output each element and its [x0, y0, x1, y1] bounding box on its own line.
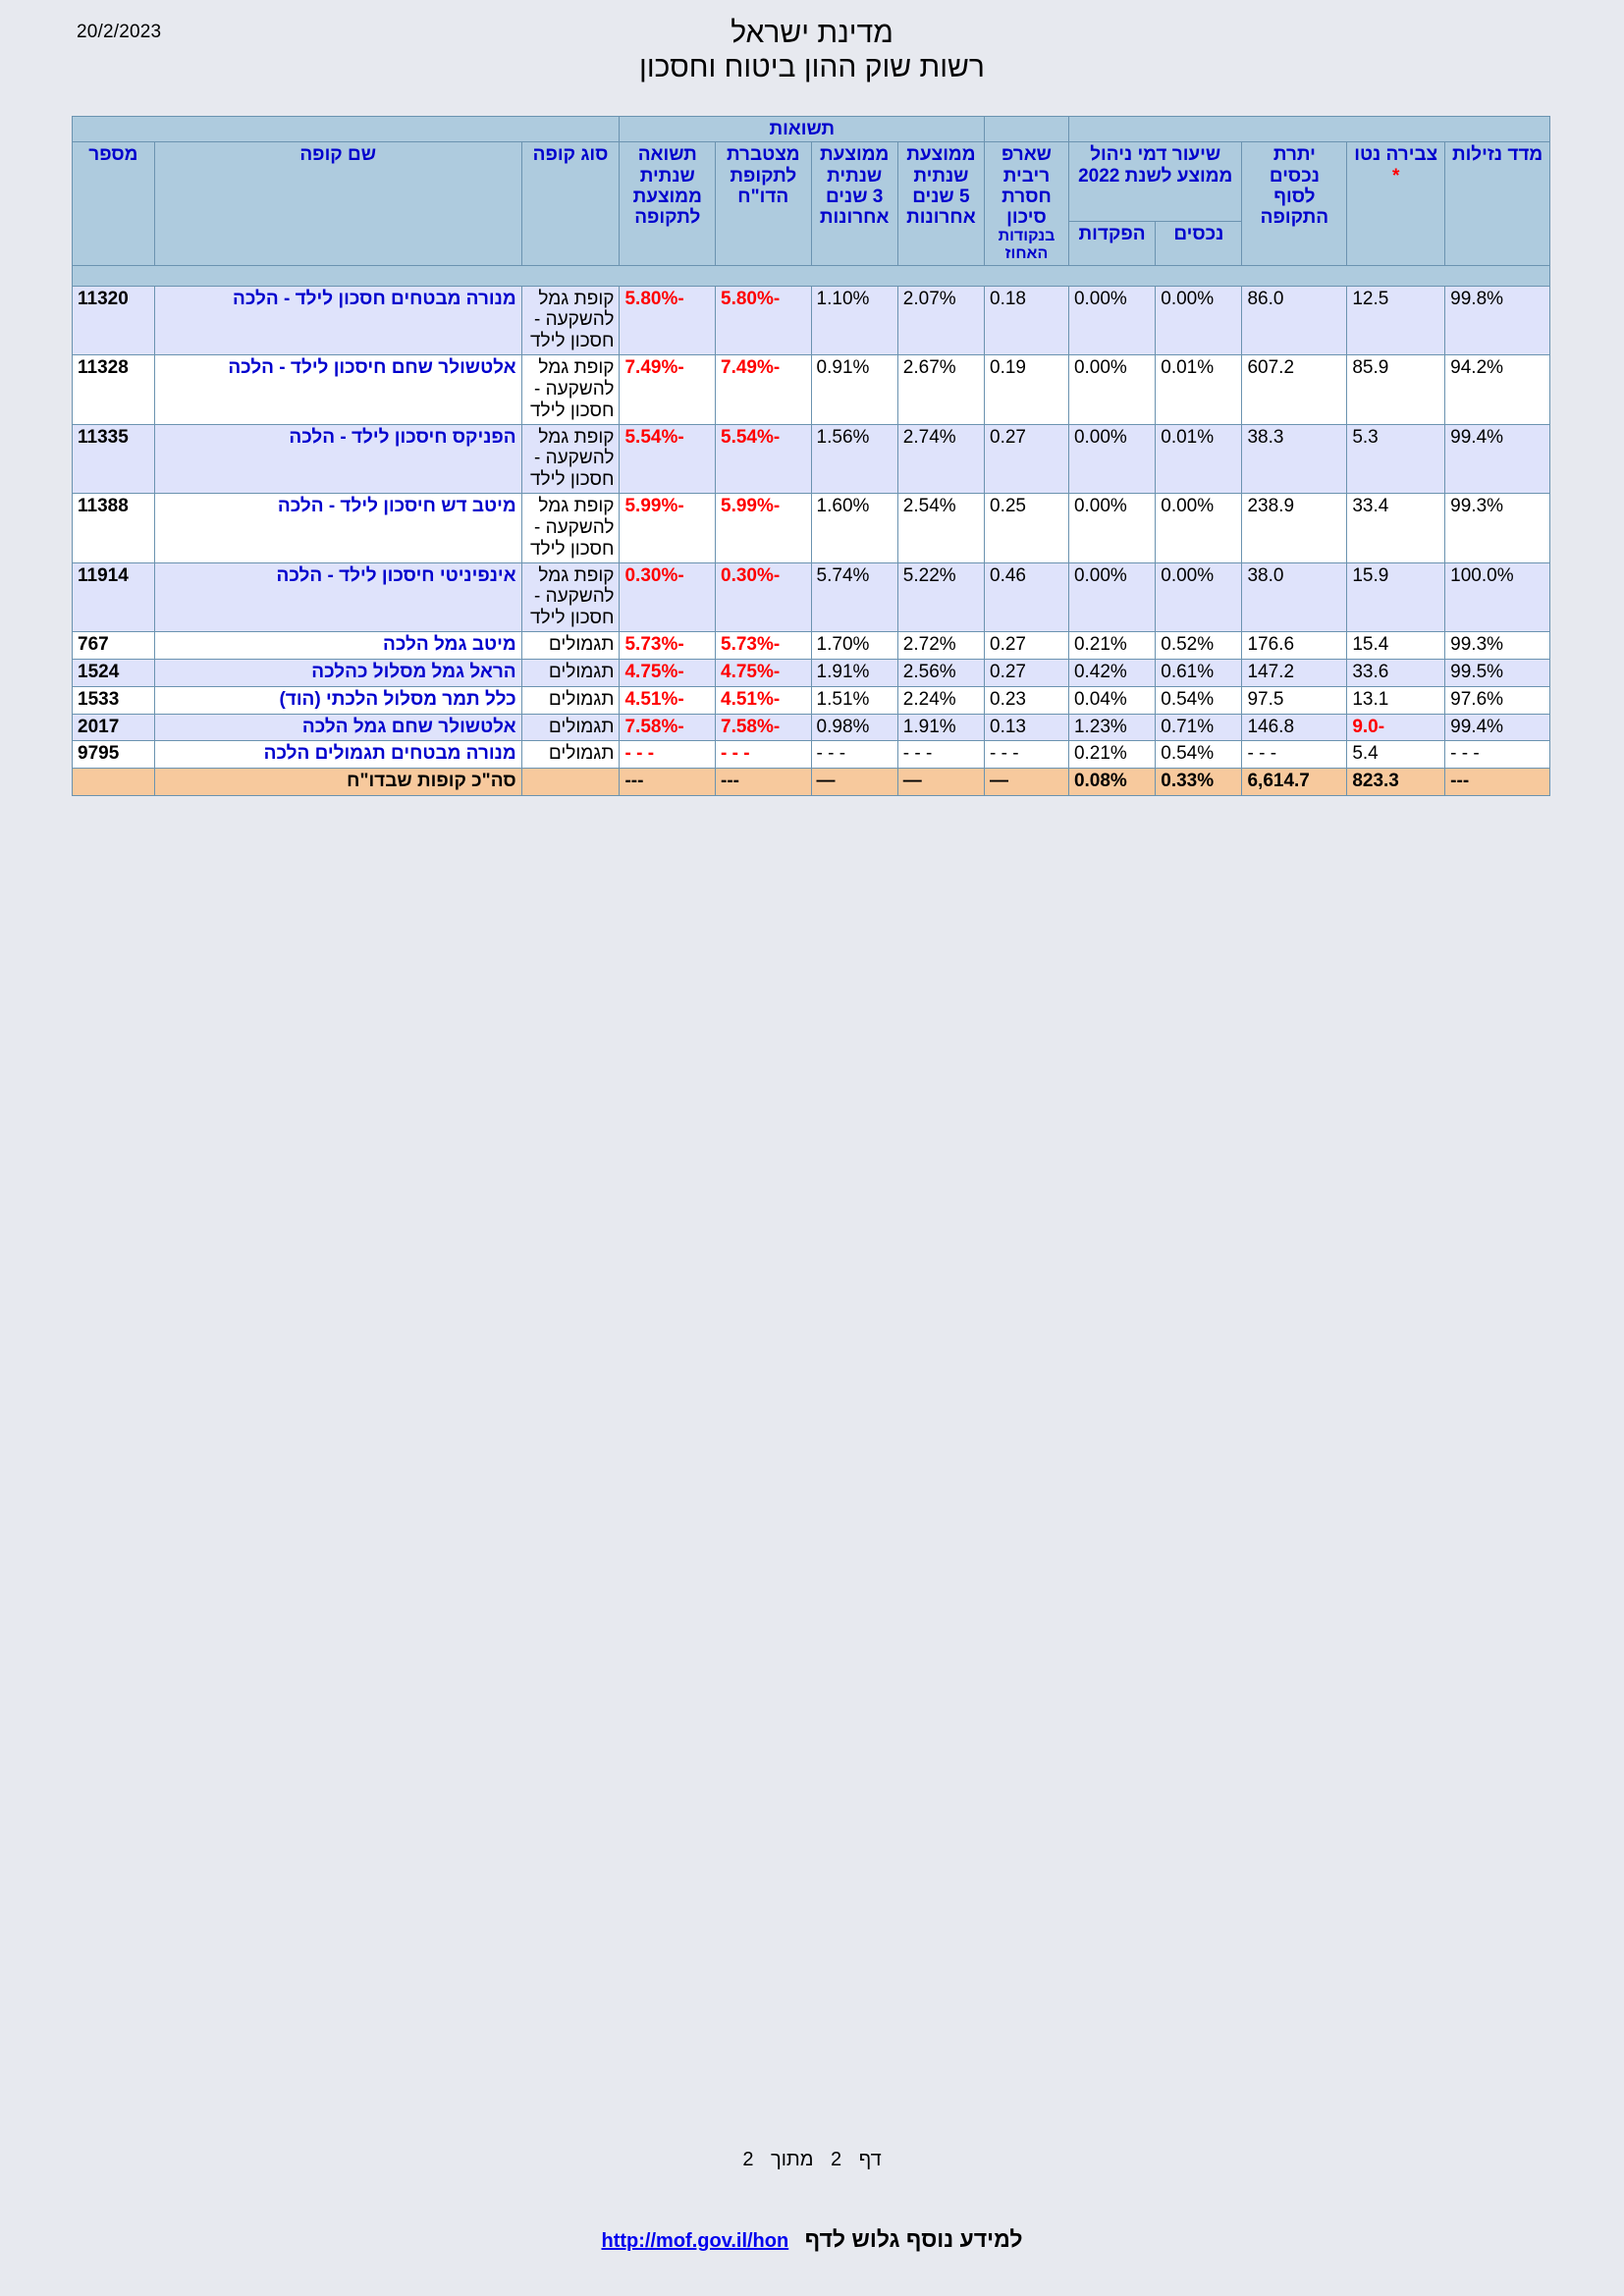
cell-fee-deposits: 0.00% — [1068, 494, 1155, 563]
cell-number: 11320 — [73, 286, 155, 355]
total-cell-fund-name: סה"כ קופות שבדו"ח — [154, 769, 521, 796]
cell-fund-name: כלל תמר מסלול הלכתי (הוד) — [154, 686, 521, 714]
col-header-liquidity-index — [1445, 142, 1550, 265]
cell-liquidity-index: 99.4% — [1445, 424, 1550, 494]
cell-fund-name: הפניקס חיסכון לילד - הלכה — [154, 424, 521, 494]
header-columns-row — [73, 142, 1550, 222]
report-table-wrapper — [0, 116, 1624, 796]
cell-fund-name: מיטב גמל הלכה — [154, 632, 521, 660]
col-header-fee-deposits: הפקדות — [1068, 221, 1155, 265]
cell-net-accumulation: 13.1 — [1347, 686, 1445, 714]
table-row — [73, 741, 1550, 769]
table-row — [73, 562, 1550, 632]
col-header-avg5-label: ממוצעת שנתית 5 שנים אחרונות — [906, 144, 976, 229]
cell-liquidity-index: 94.2% — [1445, 355, 1550, 425]
total-cell-fee-assets: 0.33% — [1156, 769, 1242, 796]
col-header-avg5 — [897, 142, 984, 265]
cell-net-accumulation: 15.9 — [1347, 562, 1445, 632]
header-group-row — [73, 117, 1550, 142]
cell-fund-type: קופת גמל להשקעה - חסכון לילד — [521, 355, 620, 425]
cell-avg5: 2.67% — [897, 355, 984, 425]
cell-cumulative: -5.73% — [716, 632, 812, 660]
cell-number: 1533 — [73, 686, 155, 714]
cell-fee-assets: 0.52% — [1156, 632, 1242, 660]
cell-fee-deposits: 1.23% — [1068, 714, 1155, 741]
total-cell-avg3: — — [811, 769, 897, 796]
cell-sharpe: 0.27 — [985, 632, 1069, 660]
col-header-sharpe-unit: בנקודות האחוז — [998, 228, 1056, 262]
cell-avg5: 2.07% — [897, 286, 984, 355]
page-label: דף — [858, 2149, 882, 2170]
pagination — [0, 2149, 1624, 2171]
cell-avg3: 1.60% — [811, 494, 897, 563]
cell-liquidity-index: 100.0% — [1445, 562, 1550, 632]
cell-cumulative: -7.49% — [716, 355, 812, 425]
total-cell-assets-end: 6,614.7 — [1242, 769, 1347, 796]
col-header-avg3-label: ממוצעת שנתית 3 שנים אחרונות — [819, 144, 890, 229]
cell-avg5: 1.91% — [897, 714, 984, 741]
header-group-returns: תשואות — [620, 117, 985, 142]
col-header-annual-label: תשואה שנתית ממוצעת לתקופה — [632, 144, 702, 229]
table-row — [73, 686, 1550, 714]
cell-number: 1524 — [73, 659, 155, 686]
total-cell-liquidity-index: --- — [1445, 769, 1550, 796]
cell-annual: -5.99% — [620, 494, 716, 563]
header-group-blank-right — [73, 117, 620, 142]
cell-avg5: - - - — [897, 741, 984, 769]
total-cell-fee-deposits: 0.08% — [1068, 769, 1155, 796]
cell-liquidity-index: 99.3% — [1445, 494, 1550, 563]
document-date: 20/2/2023 — [77, 22, 162, 42]
col-header-fee-assets: נכסים — [1156, 221, 1242, 265]
of-label: מתוך — [771, 2149, 814, 2170]
cell-annual: -7.58% — [620, 714, 716, 741]
cell-net-accumulation: -9.0 — [1347, 714, 1445, 741]
page-footer — [0, 2149, 1624, 2253]
cell-cumulative: -7.58% — [716, 714, 812, 741]
table-row — [73, 632, 1550, 660]
cell-sharpe: 0.27 — [985, 659, 1069, 686]
total-cell-annual: --- — [620, 769, 716, 796]
cell-number: 767 — [73, 632, 155, 660]
cell-cumulative: -5.54% — [716, 424, 812, 494]
cell-avg3: 5.74% — [811, 562, 897, 632]
cell-annual: -7.49% — [620, 355, 716, 425]
cell-fee-deposits: 0.00% — [1068, 355, 1155, 425]
footnote-asterisk: * — [1392, 165, 1400, 187]
cell-number: 11335 — [73, 424, 155, 494]
table-row — [73, 494, 1550, 563]
cell-liquidity-index: - - - — [1445, 741, 1550, 769]
cell-fee-assets: 0.54% — [1156, 741, 1242, 769]
total-pages: 2 — [742, 2149, 754, 2170]
col-header-number — [73, 142, 155, 265]
header-group-blank-sharpe — [985, 117, 1069, 142]
col-header-net-accumulation-label: צבירה נטו — [1354, 144, 1438, 166]
col-header-cumulative — [716, 142, 812, 265]
header-spacer-row — [73, 265, 1550, 286]
col-header-management-fee-group — [1068, 142, 1242, 222]
cell-cumulative: -4.51% — [716, 686, 812, 714]
col-header-assets-end-label: יתרת נכסים לסוף התקופה — [1260, 144, 1329, 229]
cell-sharpe: 0.23 — [985, 686, 1069, 714]
page-title: מדינת ישראל — [731, 17, 893, 49]
cell-avg3: 1.51% — [811, 686, 897, 714]
cell-assets-end: 607.2 — [1242, 355, 1347, 425]
cell-fund-type: תגמולים — [521, 714, 620, 741]
cell-fund-name: מיטב דש חיסכון לילד - הלכה — [154, 494, 521, 563]
cell-fee-assets: 0.61% — [1156, 659, 1242, 686]
cell-fee-deposits: 0.21% — [1068, 632, 1155, 660]
cell-number: 11328 — [73, 355, 155, 425]
cell-fee-deposits: 0.21% — [1068, 741, 1155, 769]
col-header-cumulative-label: מצטברת לתקופת הדו"ח — [726, 144, 800, 207]
cell-fee-assets: 0.00% — [1156, 286, 1242, 355]
cell-net-accumulation: 85.9 — [1347, 355, 1445, 425]
col-header-assets-end — [1242, 142, 1347, 265]
cell-assets-end: 238.9 — [1242, 494, 1347, 563]
cell-sharpe: 0.19 — [985, 355, 1069, 425]
cell-cumulative: -5.80% — [716, 286, 812, 355]
cell-avg3: 1.70% — [811, 632, 897, 660]
cell-avg5: 2.74% — [897, 424, 984, 494]
cell-fee-assets: 0.01% — [1156, 424, 1242, 494]
table-row — [73, 424, 1550, 494]
cell-cumulative: - - - — [716, 741, 812, 769]
col-header-net-accumulation — [1347, 142, 1445, 265]
cell-fund-type: קופת גמל להשקעה - חסכון לילד — [521, 286, 620, 355]
col-header-sharpe — [985, 142, 1069, 265]
cell-fund-type: תגמולים — [521, 741, 620, 769]
total-cell-avg5: — — [897, 769, 984, 796]
cell-assets-end: - - - — [1242, 741, 1347, 769]
cell-fee-assets: 0.54% — [1156, 686, 1242, 714]
table-row — [73, 659, 1550, 686]
page-subtitle: רשות שוק ההון ביטוח וחסכון — [639, 51, 985, 84]
col-header-annual — [620, 142, 716, 265]
cell-annual: -4.75% — [620, 659, 716, 686]
cell-assets-end: 38.3 — [1242, 424, 1347, 494]
cell-liquidity-index: 99.5% — [1445, 659, 1550, 686]
cell-fee-deposits: 0.00% — [1068, 562, 1155, 632]
cell-avg3: - - - — [811, 741, 897, 769]
col-header-fund-type — [521, 142, 620, 265]
cell-number: 9795 — [73, 741, 155, 769]
cell-fund-name: אלטשולר שחם גמל הלכה — [154, 714, 521, 741]
cell-annual: -5.73% — [620, 632, 716, 660]
cell-annual: -5.80% — [620, 286, 716, 355]
table-row — [73, 355, 1550, 425]
funds-report-table — [72, 116, 1550, 796]
cell-assets-end: 97.5 — [1242, 686, 1347, 714]
cell-avg3: 1.56% — [811, 424, 897, 494]
cell-fund-name: אינפיניטי חיסכון לילד - הלכה — [154, 562, 521, 632]
cell-avg3: 1.10% — [811, 286, 897, 355]
cell-annual: -0.30% — [620, 562, 716, 632]
table-total-row — [73, 769, 1550, 796]
cell-fund-name: הראל גמל מסלול כהלכה — [154, 659, 521, 686]
mof-website-link[interactable]: http://mof.gov.il/hon — [601, 2230, 789, 2252]
cell-cumulative: -0.30% — [716, 562, 812, 632]
cell-liquidity-index: 99.3% — [1445, 632, 1550, 660]
cell-annual: -5.54% — [620, 424, 716, 494]
total-cell-net-accumulation: 823.3 — [1347, 769, 1445, 796]
table-body — [73, 286, 1550, 795]
cell-avg5: 2.56% — [897, 659, 984, 686]
cell-cumulative: -5.99% — [716, 494, 812, 563]
cell-fund-type: קופת גמל להשקעה - חסכון לילד — [521, 424, 620, 494]
cell-avg3: 1.91% — [811, 659, 897, 686]
cell-fund-type: תגמולים — [521, 632, 620, 660]
cell-fee-deposits: 0.04% — [1068, 686, 1155, 714]
title-block — [0, 16, 1624, 85]
cell-assets-end: 176.6 — [1242, 632, 1347, 660]
cell-avg5: 2.54% — [897, 494, 984, 563]
cell-avg3: 0.98% — [811, 714, 897, 741]
cell-fee-deposits: 0.00% — [1068, 286, 1155, 355]
cell-avg3: 0.91% — [811, 355, 897, 425]
cell-avg5: 5.22% — [897, 562, 984, 632]
header-spacer-cell — [73, 265, 1550, 286]
col-header-number-label: מספר — [88, 144, 138, 166]
cell-net-accumulation: 5.3 — [1347, 424, 1445, 494]
cell-liquidity-index: 97.6% — [1445, 686, 1550, 714]
cell-liquidity-index: 99.4% — [1445, 714, 1550, 741]
cell-annual: -4.51% — [620, 686, 716, 714]
col-header-fund-type-label: סוג קופה — [532, 144, 609, 166]
cell-fee-deposits: 0.42% — [1068, 659, 1155, 686]
cell-fund-type: תגמולים — [521, 659, 620, 686]
cell-fund-name: מנורה מבטחים חסכון לילד - הלכה — [154, 286, 521, 355]
cell-number: 11388 — [73, 494, 155, 563]
cell-fund-type: תגמולים — [521, 686, 620, 714]
more-info-text: למידע נוסף גלוש לדף — [804, 2226, 1023, 2252]
total-cell-cumulative: --- — [716, 769, 812, 796]
table-row — [73, 286, 1550, 355]
col-header-liquidity-index-label: מדד נזילות — [1451, 144, 1543, 166]
table-head — [73, 117, 1550, 287]
table-row — [73, 714, 1550, 741]
cell-fund-type: קופת גמל להשקעה - חסכון לילד — [521, 562, 620, 632]
cell-net-accumulation: 15.4 — [1347, 632, 1445, 660]
total-cell-number — [73, 769, 155, 796]
cell-fund-name: אלטשולר שחם חיסכון לילד - הלכה — [154, 355, 521, 425]
cell-annual: - - - — [620, 741, 716, 769]
col-header-fund-name — [154, 142, 521, 265]
cell-fee-assets: 0.01% — [1156, 355, 1242, 425]
cell-fee-assets: 0.00% — [1156, 562, 1242, 632]
cell-fee-assets: 0.71% — [1156, 714, 1242, 741]
cell-fee-deposits: 0.00% — [1068, 424, 1155, 494]
page-header — [0, 0, 1624, 96]
cell-liquidity-index: 99.8% — [1445, 286, 1550, 355]
cell-net-accumulation: 33.4 — [1347, 494, 1445, 563]
cell-net-accumulation: 12.5 — [1347, 286, 1445, 355]
cell-fee-assets: 0.00% — [1156, 494, 1242, 563]
cell-net-accumulation: 33.6 — [1347, 659, 1445, 686]
cell-avg5: 2.24% — [897, 686, 984, 714]
col-header-fund-name-label: שם קופה — [299, 144, 376, 166]
header-group-blank-left — [1068, 117, 1549, 142]
cell-avg5: 2.72% — [897, 632, 984, 660]
cell-fund-name: מנורה מבטחים תגמולים הלכה — [154, 741, 521, 769]
cell-number: 11914 — [73, 562, 155, 632]
cell-sharpe: 0.18 — [985, 286, 1069, 355]
cell-fund-type: קופת גמל להשקעה - חסכון לילד — [521, 494, 620, 563]
cell-net-accumulation: 5.4 — [1347, 741, 1445, 769]
total-cell-sharpe: — — [985, 769, 1069, 796]
cell-assets-end: 146.8 — [1242, 714, 1347, 741]
more-info — [0, 2226, 1624, 2253]
col-header-avg3 — [811, 142, 897, 265]
col-header-management-fee-group-label: שיעור דמי ניהול ממוצע לשנת 2022 — [1078, 144, 1233, 187]
cell-number: 2017 — [73, 714, 155, 741]
total-cell-fund-type — [521, 769, 620, 796]
col-header-sharpe-label: שארפ ריבית חסרת סיכון — [1001, 144, 1052, 229]
cell-sharpe: 0.13 — [985, 714, 1069, 741]
cell-sharpe: 0.27 — [985, 424, 1069, 494]
cell-sharpe: - - - — [985, 741, 1069, 769]
cell-sharpe: 0.46 — [985, 562, 1069, 632]
cell-assets-end: 147.2 — [1242, 659, 1347, 686]
cell-cumulative: -4.75% — [716, 659, 812, 686]
cell-assets-end: 86.0 — [1242, 286, 1347, 355]
cell-sharpe: 0.25 — [985, 494, 1069, 563]
page-number: 2 — [831, 2149, 842, 2170]
cell-assets-end: 38.0 — [1242, 562, 1347, 632]
